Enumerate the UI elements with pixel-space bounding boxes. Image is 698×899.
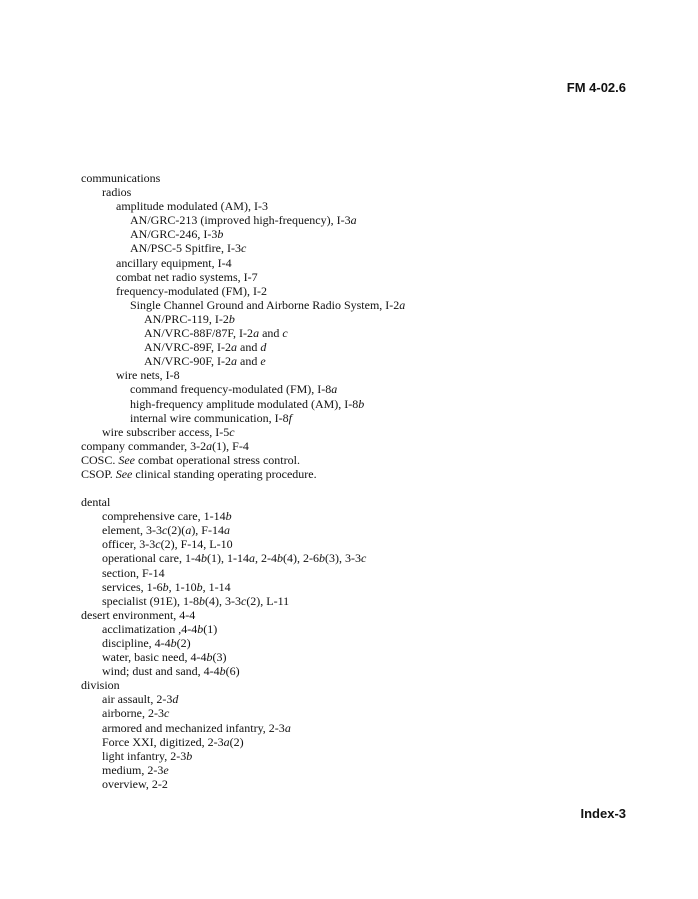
index-entry: comprehensive care, 1-14b <box>102 509 232 524</box>
index-entry: Force XXI, digitized, 2-3a(2) <box>102 734 244 749</box>
index-entry: communications <box>81 171 161 185</box>
index-entry: internal wire communication, I-8f <box>130 410 292 425</box>
index-entry: Single Channel Ground and Airborne Radio System, I-2a <box>130 297 406 312</box>
index-entry: water, basic need, 4-4b(3) <box>102 650 227 665</box>
index-entry: amplitude modulated (AM), I-3 <box>116 199 268 214</box>
index-entry: AN/GRC-246, I-3b <box>130 227 224 242</box>
index-entry: command frequency-modulated (FM), I-8a <box>130 382 338 397</box>
index-entry: air assault, 2-3d <box>102 692 179 707</box>
index-entry: AN/VRC-90F, I-2a and e <box>144 354 266 369</box>
index-entry: AN/PRC-119, I-2b <box>144 311 235 326</box>
index-entry: airborne, 2-3c <box>102 706 170 721</box>
index-entry: officer, 3-3c(2), F-14, L-10 <box>102 537 233 552</box>
index-list <box>81 171 641 791</box>
index-entry: AN/VRC-89F, I-2a and d <box>144 340 267 355</box>
index-entry: AN/GRC-213 (improved high-frequency), I-3a <box>130 213 357 228</box>
index-entry: radios <box>102 185 132 200</box>
index-entry: acclimatization ,4-4b(1) <box>102 621 218 636</box>
page-number: Index-3 <box>580 806 626 821</box>
index-entry: specialist (91E), 1-8b(4), 3-3c(2), L-11 <box>102 593 290 608</box>
index-entry: frequency-modulated (FM), I-2 <box>116 283 267 298</box>
index-entry: combat net radio systems, I-7 <box>116 269 258 284</box>
index-entry: light infantry, 2-3b <box>102 748 193 763</box>
index-entry: medium, 2-3e <box>102 762 169 777</box>
index-entry: COSC. See combat operational stress control. <box>81 452 300 467</box>
index-entry: armored and mechanized infantry, 2-3a <box>102 720 291 735</box>
index-entry: division <box>81 678 120 693</box>
index-entry: company commander, 3-2a(1), F-4 <box>81 438 249 453</box>
index-entry: AN/PSC-5 Spitfire, I-3c <box>130 241 247 256</box>
index-entry: services, 1-6b, 1-10b, 1-14 <box>102 579 231 594</box>
index-entry: AN/VRC-88F/87F, I-2a and c <box>144 326 288 341</box>
index-entry: desert environment, 4-4 <box>81 607 196 622</box>
index-entry: element, 3-3c(2)(a), F-14a <box>102 523 230 538</box>
index-entry: overview, 2-2 <box>102 776 168 791</box>
index-entry: dental <box>81 495 111 510</box>
index-entry: operational care, 1-4b(1), 1-14a, 2-4b(4), 2-6b(3), 3-3c <box>102 551 367 566</box>
index-entry: discipline, 4-4b(2) <box>102 636 191 650</box>
index-entry: ancillary equipment, I-4 <box>116 255 232 270</box>
index-entry: CSOP. See clinical standing operating procedure. <box>81 466 317 481</box>
index-entry: wire nets, I-8 <box>116 368 180 383</box>
index-entry: high-frequency amplitude modulated (AM), I-8b <box>130 396 365 411</box>
document-code: FM 4-02.6 <box>566 80 626 95</box>
index-gap <box>81 481 641 495</box>
index-entry: wire subscriber access, I-5c <box>102 424 235 439</box>
index-entry: section, F-14 <box>102 565 165 580</box>
index-entry: wind; dust and sand, 4-4b(6) <box>102 664 240 679</box>
